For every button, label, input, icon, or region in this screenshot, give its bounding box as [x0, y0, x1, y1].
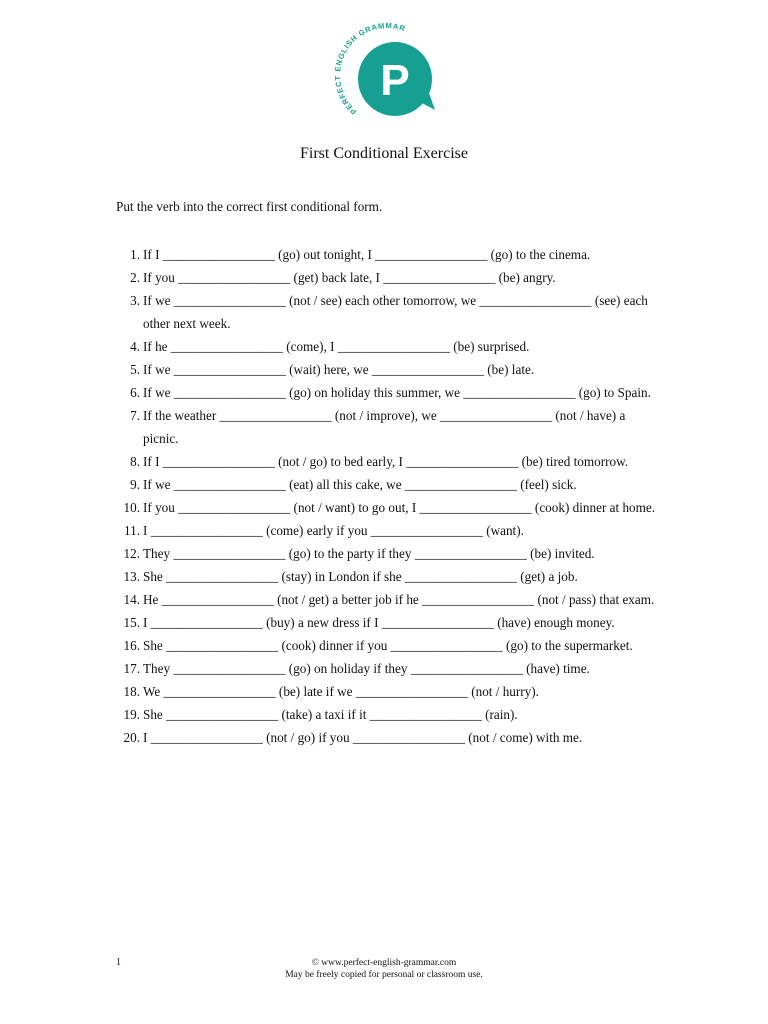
perfect-english-grammar-logo: [330, 15, 442, 120]
exercise-sentence: If I _________________ (not / go) to bed early, I _________________ (be) tired tomorrow.: [143, 454, 629, 469]
usage-note: May be freely copied for personal or classroom use.: [285, 970, 483, 980]
exercise-item: [116, 634, 661, 657]
exercise-sentence: He _________________ (not / get) a better job if he _________________ (not / pass) that exam.: [143, 592, 655, 607]
exercise-sentence: If we _________________ (wait) here, we _________________ (be) late.: [143, 362, 535, 377]
exercise-number: 14.: [123, 592, 140, 607]
logo-mark: [330, 15, 442, 120]
logo-letter: P: [380, 56, 410, 105]
exercise-item: [116, 726, 661, 749]
exercise-number: 10.: [123, 500, 140, 515]
exercise-number: 19.: [123, 707, 140, 722]
exercise-sentence: I _________________ (not / go) if you _________________ (not / come) with me.: [143, 730, 583, 745]
exercise-sentence: If he _________________ (come), I _________________ (be) surprised.: [143, 339, 530, 354]
exercise-item: [116, 289, 661, 335]
exercise-item: [116, 335, 661, 358]
exercise-list: [116, 243, 661, 749]
exercise-item: [116, 243, 661, 266]
exercise-number: 8.: [130, 454, 140, 469]
exercise-number: 18.: [123, 684, 140, 699]
exercise-sentence: She _________________ (cook) dinner if you _________________ (go) to the supermarket.: [143, 638, 633, 653]
exercise-item: [116, 611, 661, 634]
exercise-sentence: I _________________ (come) early if you _________________ (want).: [143, 523, 524, 538]
exercise-number: 1.: [130, 247, 140, 262]
exercise-item: [116, 473, 661, 496]
exercise-sentence: If you _________________ (not / want) to go out, I _________________ (cook) dinner at home.: [143, 500, 656, 515]
exercise-item: [116, 657, 661, 680]
copyright-text: © www.perfect-english-grammar.com: [311, 958, 457, 968]
exercise-item: [116, 358, 661, 381]
exercise-number: 17.: [123, 661, 140, 676]
exercise-number: 15.: [123, 615, 140, 630]
exercise-item: [116, 542, 661, 565]
footer: [0, 957, 768, 981]
exercise-number: 7.: [130, 408, 140, 423]
exercise-number: 4.: [130, 339, 140, 354]
exercise-item: [116, 703, 661, 726]
exercise-sentence: If I _________________ (go) out tonight, I _________________ (go) to the cinema.: [143, 247, 591, 262]
exercise-item: [116, 404, 661, 450]
exercise-sentence: If you _________________ (get) back late, I _________________ (be) angry.: [143, 270, 556, 285]
exercise-sentence: If we _________________ (not / see) each other tomorrow, we _________________ (see) each other next week.: [143, 293, 648, 331]
exercise-sentence: If we _________________ (go) on holiday this summer, we _________________ (go) to Spain.: [143, 385, 651, 400]
exercise-number: 13.: [123, 569, 140, 584]
exercise-number: 6.: [130, 385, 140, 400]
exercise-item: [116, 381, 661, 404]
exercise-sentence: If we _________________ (eat) all this cake, we _________________ (feel) sick.: [143, 477, 577, 492]
page-number: 1: [116, 957, 121, 968]
exercise-number: 3.: [130, 293, 140, 308]
exercise-item: [116, 519, 661, 542]
exercise-number: 16.: [123, 638, 140, 653]
exercise-item: [116, 450, 661, 473]
exercise-item: [116, 496, 661, 519]
exercise-sentence: They _________________ (go) on holiday if they _________________ (have) time.: [143, 661, 590, 676]
exercise-number: 5.: [130, 362, 140, 377]
exercise-sentence: If the weather _________________ (not / improve), we _________________ (not / have) a picnic.: [143, 408, 626, 446]
exercise-number: 12.: [123, 546, 140, 561]
exercise-item: [116, 680, 661, 703]
instruction-text: Put the verb into the correct first conditional form.: [116, 199, 383, 214]
exercise-sentence: She _________________ (stay) in London if she _________________ (get) a job.: [143, 569, 578, 584]
exercise-number: 9.: [130, 477, 140, 492]
exercise-item: [116, 565, 661, 588]
logo-brand-text: PERFECT ENGLISH GRAMMAR: [333, 21, 407, 117]
exercise-sentence: They _________________ (go) to the party if they _________________ (be) invited.: [143, 546, 595, 561]
page-title: First Conditional Exercise: [300, 145, 468, 162]
exercise-item: [116, 266, 661, 289]
exercise-number: 2.: [130, 270, 140, 285]
exercise-sentence: I _________________ (buy) a new dress if I _________________ (have) enough money.: [143, 615, 615, 630]
exercise-item: [116, 588, 661, 611]
exercise-sentence: She _________________ (take) a taxi if it _________________ (rain).: [143, 707, 518, 722]
exercise-number: 11.: [124, 523, 140, 538]
exercise-sentence: We _________________ (be) late if we _________________ (not / hurry).: [143, 684, 539, 699]
exercise-number: 20.: [123, 730, 140, 745]
